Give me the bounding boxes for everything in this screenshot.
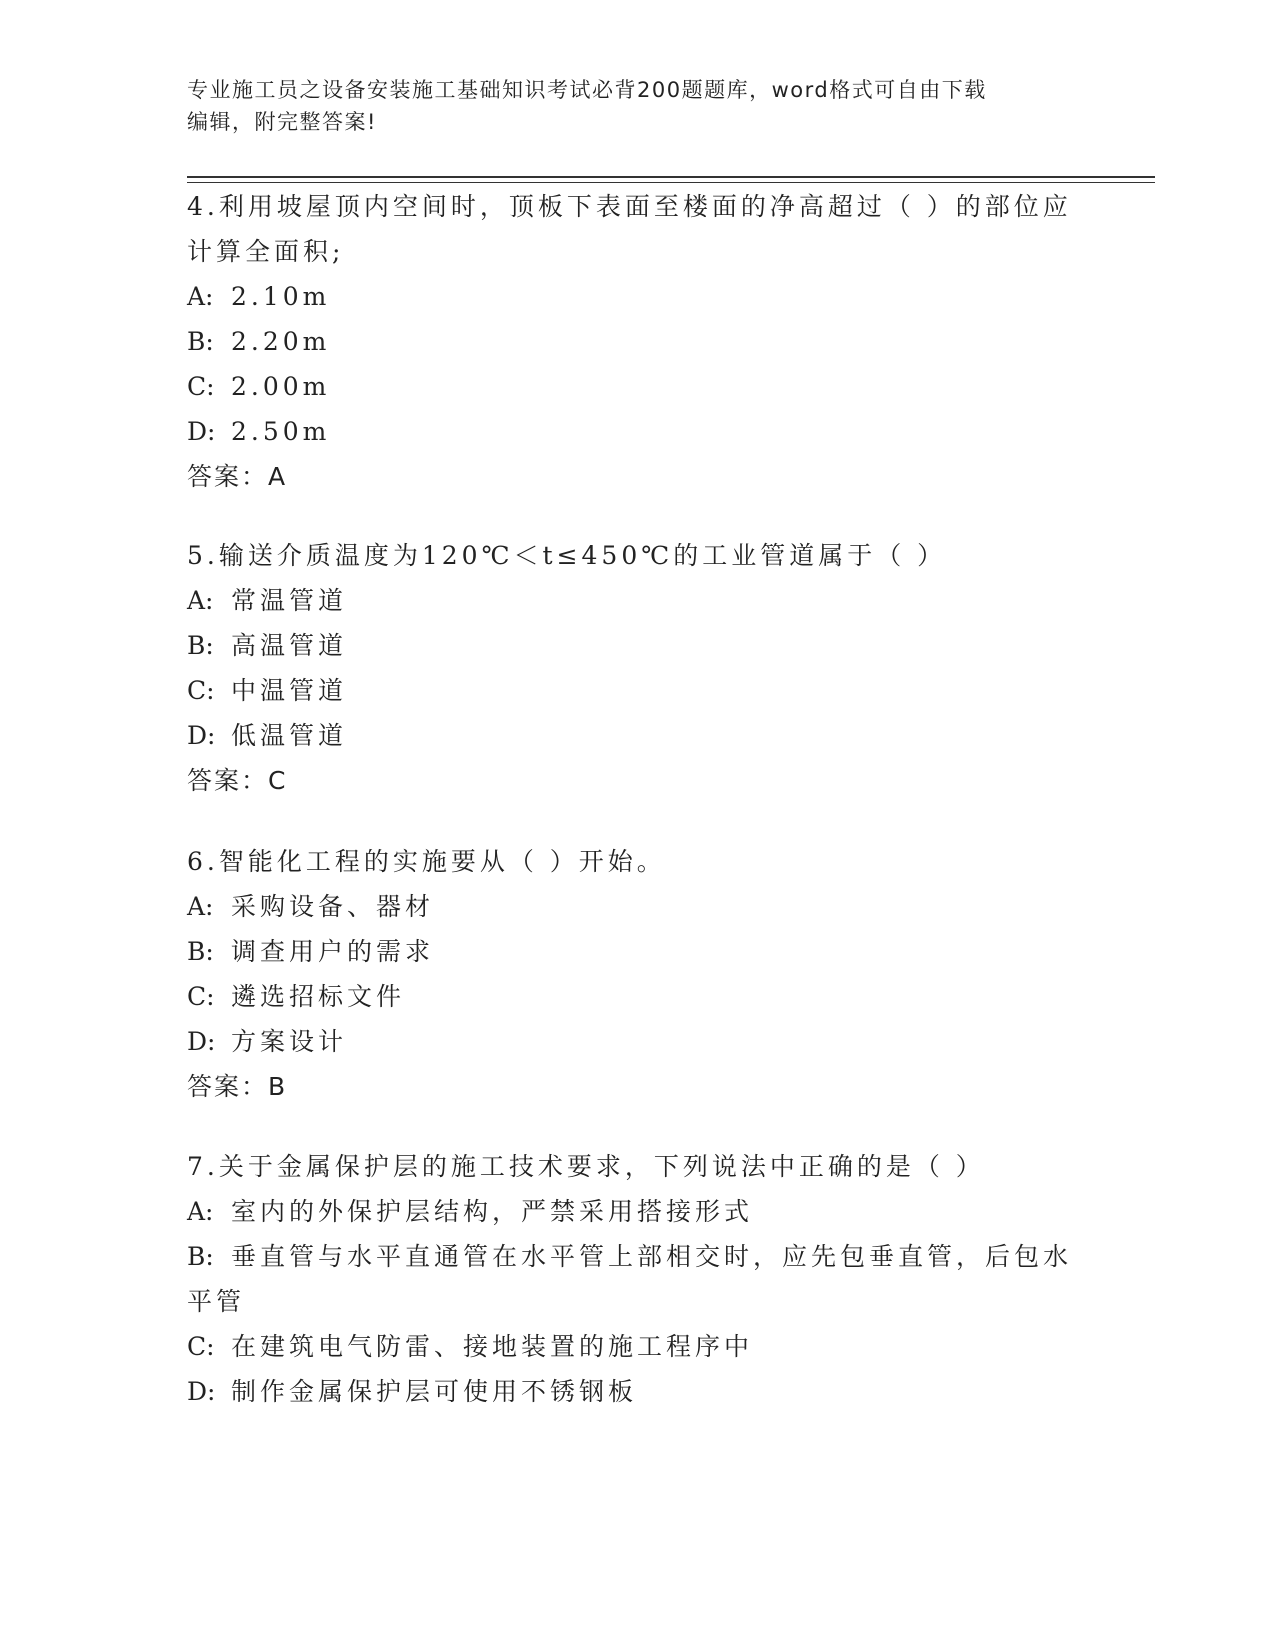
option-letter: D: — [187, 1377, 216, 1406]
option-letter: D: — [187, 1027, 216, 1056]
option-letter: A: — [187, 1197, 214, 1226]
option-text: 垂直管与水平直通管在水平管上部相交时，应先包垂直管，后包水 — [231, 1242, 1073, 1271]
question-7 — [187, 1144, 1087, 1414]
option-letter: B: — [187, 327, 214, 356]
question-stem: 7.关于金属保护层的施工技术要求，下列说法中正确的是（ ） — [187, 1152, 985, 1181]
option-d — [187, 1369, 1087, 1414]
option-text: 高温管道 — [231, 631, 348, 660]
option-letter: D: — [187, 721, 216, 750]
answer-line: 答案：B — [187, 1072, 288, 1101]
option-c — [187, 364, 1087, 409]
option-text: 室内的外保护层结构，严禁采用搭接形式 — [231, 1197, 754, 1226]
option-a — [187, 884, 1087, 929]
option-text: 采购设备、器材 — [231, 892, 435, 921]
option-d — [187, 409, 1087, 454]
option-letter: C: — [187, 676, 215, 705]
option-text: 常温管道 — [231, 586, 348, 615]
option-text: 2.50m — [231, 417, 331, 446]
option-b — [187, 929, 1087, 974]
question-5 — [187, 533, 1087, 803]
option-letter: C: — [187, 982, 215, 1011]
document-header — [187, 74, 1067, 138]
header-line-1: 专业施工员之设备安装施工基础知识考试必背200题题库，word格式可自由下载 — [187, 78, 987, 102]
option-text: 在建筑电气防雷、接地装置的施工程序中 — [231, 1332, 754, 1361]
option-letter: A: — [187, 892, 214, 921]
option-letter: B: — [187, 631, 214, 660]
option-d — [187, 713, 1087, 758]
question-stem: 6.智能化工程的实施要从（ ）开始。 — [187, 847, 666, 876]
option-b — [187, 1234, 1087, 1279]
option-letter: B: — [187, 937, 214, 966]
option-text: 2.10m — [231, 282, 331, 311]
option-text: 2.20m — [231, 327, 331, 356]
option-c — [187, 1324, 1087, 1369]
header-line-2: 编辑，附完整答案! — [187, 110, 377, 134]
answer-line: 答案：A — [187, 462, 288, 491]
header-divider — [187, 176, 1155, 178]
option-a — [187, 1189, 1087, 1234]
option-letter: A: — [187, 586, 214, 615]
question-stem: 5.输送介质温度为120℃＜t≤450℃的工业管道属于（ ） — [187, 541, 947, 570]
option-c — [187, 974, 1087, 1019]
option-text: 2.00m — [231, 372, 331, 401]
option-letter: D: — [187, 417, 216, 446]
option-text: 遴选招标文件 — [231, 982, 406, 1011]
option-letter: C: — [187, 1332, 215, 1361]
option-letter: B: — [187, 1242, 214, 1271]
question-stem-cont: 计算全面积; — [187, 237, 345, 266]
header-divider-thin — [187, 182, 1155, 183]
question-4 — [187, 184, 1087, 499]
option-d — [187, 1019, 1087, 1064]
option-text: 方案设计 — [231, 1027, 348, 1056]
option-text: 低温管道 — [231, 721, 348, 750]
option-letter: A: — [187, 282, 214, 311]
option-b — [187, 623, 1087, 668]
option-text: 中温管道 — [231, 676, 348, 705]
option-a — [187, 578, 1087, 623]
option-text: 制作金属保护层可使用不锈钢板 — [231, 1377, 638, 1406]
option-text: 调查用户的需求 — [231, 937, 435, 966]
answer-line: 答案：C — [187, 766, 288, 795]
option-b-cont: 平管 — [187, 1287, 246, 1316]
option-a — [187, 274, 1087, 319]
question-6 — [187, 839, 1087, 1109]
option-c — [187, 668, 1087, 713]
question-stem: 4.利用坡屋顶内空间时，顶板下表面至楼面的净高超过（ ）的部位应 — [187, 192, 1072, 221]
option-b — [187, 319, 1087, 364]
option-letter: C: — [187, 372, 215, 401]
